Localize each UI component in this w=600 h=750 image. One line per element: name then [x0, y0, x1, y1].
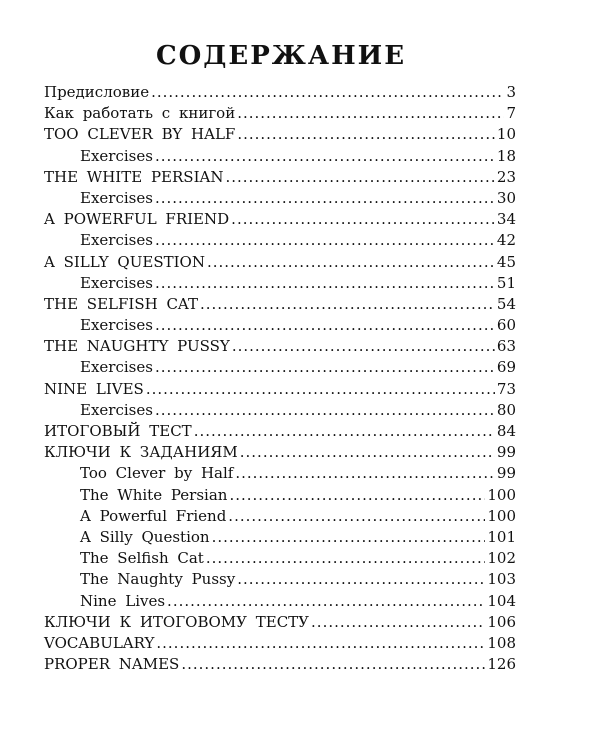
toc-subentry: [44, 463, 516, 484]
toc-entry-page-number: 101: [487, 527, 516, 546]
toc-entry-label: Exercises: [80, 146, 153, 165]
toc-entry-page-number: 100: [487, 506, 516, 525]
toc-entry-label: A SILLY QUESTION: [44, 252, 205, 271]
dot-leader: [231, 209, 495, 230]
toc-entry-label: Exercises: [80, 231, 153, 250]
toc-entry: [44, 612, 516, 633]
dot-leader: [181, 654, 485, 675]
dot-leader: [229, 485, 485, 506]
toc-entry-page-number: 63: [496, 337, 516, 356]
toc-entry-page-number: 30: [496, 188, 516, 207]
toc-entry-page-number: 18: [496, 146, 516, 165]
dot-leader: [151, 82, 504, 103]
toc-entry-page-number: 42: [496, 231, 516, 250]
dot-leader: [156, 633, 485, 654]
toc-entry-page-number: 7: [506, 104, 516, 123]
dot-leader: [237, 569, 485, 590]
toc-entry: [44, 654, 516, 675]
toc-subentry: [44, 400, 516, 421]
toc-entry-label: Too Clever by Half: [80, 464, 234, 483]
toc-entry-label: A Silly Question: [80, 527, 210, 546]
toc-entry-label: THE NAUGHTY PUSSY: [44, 337, 230, 356]
toc-subentry: [44, 230, 516, 251]
dot-leader: [155, 273, 495, 294]
dot-leader: [155, 188, 495, 209]
toc-entry-label: Предисловие: [44, 83, 150, 101]
dot-leader: [155, 400, 495, 421]
toc-entry-label: Exercises: [80, 316, 153, 335]
dot-leader: [240, 442, 495, 463]
toc-entry: [44, 82, 516, 103]
toc-entry-label: Exercises: [80, 188, 153, 207]
dot-leader: [155, 146, 495, 167]
toc-subentry: [44, 569, 516, 590]
dot-leader: [232, 336, 495, 357]
dot-leader: [155, 357, 495, 378]
toc-entry-page-number: 103: [487, 570, 516, 589]
toc-entry-page-number: 23: [496, 167, 516, 186]
toc-entry-label: PROPER NAMES: [44, 655, 180, 674]
toc-entry-page-number: 34: [496, 210, 516, 229]
toc-entry-page-number: 126: [487, 655, 516, 674]
toc-entry-page-number: 80: [496, 400, 516, 419]
toc-entry-label: A POWERFUL FRIEND: [44, 210, 230, 229]
toc-entry-page-number: 99: [496, 464, 516, 483]
toc-entry-label: A Powerful Friend: [80, 506, 227, 525]
toc-entry: [44, 379, 516, 400]
dot-leader: [207, 252, 495, 273]
toc-entry-page-number: 10: [496, 125, 516, 144]
toc-entry-page-number: 54: [496, 294, 516, 313]
toc-subentry: [44, 357, 516, 378]
toc-entry-label: The Naughty Pussy: [80, 570, 236, 589]
toc-entry: [44, 167, 516, 188]
table-of-contents: [44, 82, 516, 675]
toc-entry-page-number: 73: [496, 379, 516, 398]
toc-entry-page-number: 51: [496, 273, 516, 292]
toc-entry-page-number: 102: [487, 549, 516, 568]
dot-leader: [311, 612, 485, 633]
toc-subentry: [44, 188, 516, 209]
toc-entry-page-number: 3: [506, 83, 516, 101]
toc-subentry: [44, 591, 516, 612]
toc-subentry: [44, 527, 516, 548]
toc-entry: [44, 421, 516, 442]
dot-leader: [235, 463, 495, 484]
toc-entry-label: Exercises: [80, 400, 153, 419]
dot-leader: [225, 167, 494, 188]
toc-entry-page-number: 84: [496, 422, 516, 440]
toc-subentry: [44, 315, 516, 336]
toc-subentry: [44, 506, 516, 527]
toc-entry-label: NINE LIVES: [44, 379, 144, 398]
toc-entry-page-number: 60: [496, 316, 516, 335]
dot-leader: [237, 103, 504, 124]
toc-entry: [44, 336, 516, 357]
toc-entry-page-number: 104: [487, 591, 516, 610]
toc-entry: [44, 124, 516, 145]
toc-entry-label: THE SELFISH CAT: [44, 294, 198, 313]
dot-leader: [155, 315, 495, 336]
dot-leader: [228, 506, 485, 527]
page-title: СОДЕРЖАНИЕ: [155, 41, 407, 71]
dot-leader: [212, 527, 486, 548]
toc-entry: [44, 442, 516, 463]
toc-subentry: [44, 273, 516, 294]
toc-entry-label: КЛЮЧИ К ЗАДАНИЯМ: [44, 443, 238, 462]
toc-subentry: [44, 485, 516, 506]
toc-entry-label: Nine Lives: [80, 591, 166, 610]
toc-entry-page-number: 45: [496, 252, 516, 271]
toc-subentry: [44, 548, 516, 569]
toc-entry-label: ИТОГОВЫЙ ТЕСТ: [44, 422, 192, 440]
toc-entry-label: Exercises: [80, 358, 153, 377]
toc-entry-label: The White Persian: [80, 485, 228, 504]
toc-entry-label: Exercises: [80, 273, 153, 292]
toc-entry-page-number: 100: [487, 485, 516, 504]
dot-leader: [194, 421, 495, 442]
toc-entry-label: Как работать с книгой: [44, 104, 236, 123]
toc-entry: [44, 294, 516, 315]
toc-entry-page-number: 99: [496, 443, 516, 462]
dot-leader: [237, 124, 495, 145]
dot-leader: [200, 294, 495, 315]
toc-entry-page-number: 108: [487, 633, 516, 652]
toc-entry-label: THE WHITE PERSIAN: [44, 167, 224, 186]
toc-entry-page-number: 106: [487, 612, 516, 631]
toc-entry: [44, 252, 516, 273]
toc-entry: [44, 633, 516, 654]
dot-leader: [167, 591, 485, 612]
toc-entry: [44, 103, 516, 124]
toc-entry-label: VOCABULARY: [44, 633, 155, 652]
toc-entry-label: КЛЮЧИ К ИТОГОВОМУ ТЕСТУ: [44, 612, 310, 631]
toc-entry: [44, 209, 516, 230]
toc-entry-label: The Selfish Cat: [80, 549, 204, 568]
dot-leader: [146, 379, 495, 400]
toc-subentry: [44, 146, 516, 167]
dot-leader: [206, 548, 486, 569]
dot-leader: [155, 230, 495, 251]
toc-entry-label: TOO CLEVER BY HALF: [44, 125, 236, 144]
toc-entry-page-number: 69: [496, 358, 516, 377]
